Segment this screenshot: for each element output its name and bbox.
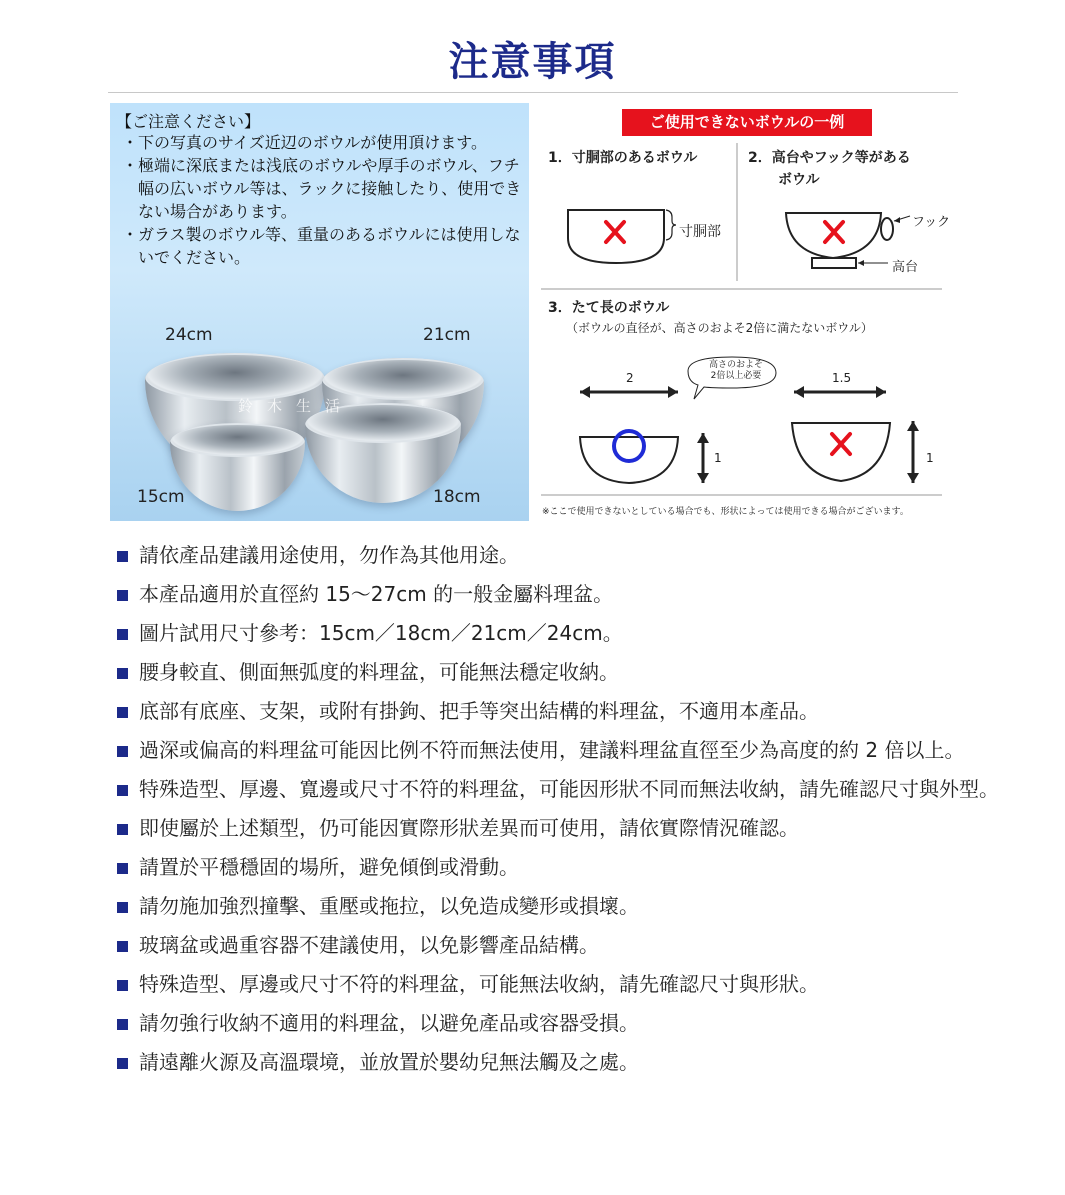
bowl-15cm (170, 423, 305, 511)
bullet-square-icon (117, 1058, 128, 1069)
caution-note: ・ガラス製のボウル等、重量のあるボウルには使用しないでください。 (122, 225, 521, 267)
bubble-line: 2倍以上必要 (710, 371, 762, 381)
bullet-square-icon (117, 668, 128, 679)
bullet-square-icon (117, 863, 128, 874)
size-label-15: 15cm (137, 487, 185, 507)
straight-bowl-shape (568, 210, 664, 263)
foot-ring (812, 258, 856, 268)
notice-item: 特殊造型、厚邊或尺寸不符的料理盆，可能無法收納，請先確認尺寸與形狀。 (117, 965, 1007, 1004)
foot-label: 高台 (892, 260, 919, 275)
caution-heading: 【ご注意ください】 (116, 112, 261, 131)
caution-notes (122, 131, 522, 269)
diagram-footnote: ※ここで使用できないとしている場合でも、形状によっては使用できる場合がございます。 (542, 507, 909, 517)
notice-item: 腰身較直、側面無弧度的料理盆，可能無法穩定收納。 (117, 653, 1007, 692)
notice-item: 請勿強行收納不適用的料理盆，以避免產品或容器受損。 (117, 1004, 1007, 1043)
tall-bowl-shape (792, 423, 890, 481)
bullet-square-icon (117, 941, 128, 952)
notice-item: 底部有底座、支架，或附有掛鉤、把手等突出結構的料理盆，不適用本產品。 (117, 692, 1007, 731)
straight-part-brace (666, 210, 676, 240)
notice-item: 圖片試用尺寸參考：15cm／18cm／21cm／24cm。 (117, 614, 1007, 653)
size-label-21: 21cm (423, 325, 471, 345)
bullet-square-icon (117, 980, 128, 991)
notice-item: 過深或偏高的料理盆可能因比例不符而無法使用，建議料理盆直徑至少為高度的約 2 倍以上。 (117, 731, 1007, 770)
bubble-text (704, 360, 768, 382)
notice-item: 請依產品建議用途使用，勿作為其他用途。 (117, 536, 1007, 575)
notice-item: 請遠離火源及高溫環境，並放置於嬰幼兒無法觸及之處。 (117, 1043, 1007, 1082)
case3-subtitle: （ボウルの直径が、高さのおよそ2倍に満たないボウル） (566, 321, 873, 335)
ng-height-label: 1 (926, 451, 934, 465)
ok-width-label: 2 (626, 371, 634, 385)
size-label-18: 18cm (433, 487, 481, 507)
bullet-square-icon (117, 1019, 128, 1030)
bullet-square-icon (117, 707, 128, 718)
bullet-square-icon (117, 785, 128, 796)
notice-item: 本產品適用於直徑約 15～27cm 的一般金屬料理盆。 (117, 575, 1007, 614)
bullet-square-icon (117, 746, 128, 757)
straight-part-label: 寸胴部 (679, 224, 721, 240)
shop-watermark: 鈴木生活 (238, 397, 355, 415)
notice-item: 即使屬於上述類型，仍可能因實際形狀差異而可使用，請依實際情況確認。 (117, 809, 1007, 848)
bullet-square-icon (117, 824, 128, 835)
notice-item: 請置於平穩穩固的場所，避免傾倒或滑動。 (117, 848, 1007, 887)
hook-loop (881, 218, 893, 240)
case2-title-line2: ボウル (778, 172, 820, 188)
notice-item: 特殊造型、厚邊、寬邊或尺寸不符的料理盆，可能因形狀不同而無法收納，請先確認尺寸與外型。 (117, 770, 1007, 809)
case3-title: 3．たて長のボウル (548, 300, 670, 316)
caution-note: ・下の写真のサイズ近辺のボウルが使用頂けます。 (122, 133, 487, 152)
bubble-line: 高さのおよそ (708, 360, 763, 370)
bullet-square-icon (117, 590, 128, 601)
page-title: 注意事項 (448, 39, 617, 85)
ok-height-label: 1 (714, 451, 722, 465)
bullet-square-icon (117, 551, 128, 562)
unusable-bowl-diagram (536, 103, 956, 521)
bullet-square-icon (117, 629, 128, 640)
hook-label: フック (912, 215, 951, 230)
title-divider (108, 92, 958, 93)
unusable-banner: ご使用できないボウルの一例 (622, 109, 872, 136)
notice-list (117, 536, 1007, 1082)
case1-title: 1．寸胴部のあるボウル (548, 150, 698, 166)
bowl-photo-panel (110, 103, 529, 521)
case2-title-line1: 2．高台やフック等がある (748, 150, 911, 166)
ng-width-label: 1.5 (832, 371, 852, 385)
size-label-24: 24cm (165, 325, 213, 345)
bullet-square-icon (117, 902, 128, 913)
caution-note: ・極端に深底または浅底のボウルや厚手のボウル、フチ幅の広いボウル等は、ラックに接触したり、使用できない場合があります。 (122, 156, 522, 221)
notice-item: 請勿施加強烈撞擊、重壓或拖拉，以免造成變形或損壞。 (117, 887, 1007, 926)
notice-item: 玻璃盆或過重容器不建議使用，以免影響產品結構。 (117, 926, 1007, 965)
